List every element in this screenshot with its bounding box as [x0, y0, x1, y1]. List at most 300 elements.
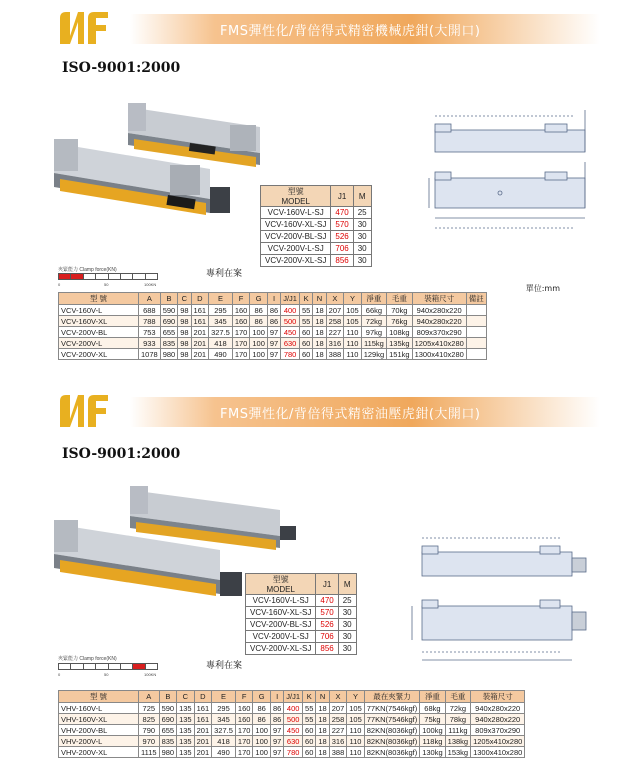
table-cell: [466, 338, 486, 349]
col-header: E: [209, 293, 233, 305]
table-cell: 418: [212, 736, 236, 747]
j1-cell: 470: [331, 207, 353, 219]
table-cell: 780: [284, 747, 303, 758]
m-cell: 30: [353, 231, 371, 243]
model-cell: VCV-160V-XL-SJ: [246, 607, 316, 619]
table-cell: 688: [139, 305, 161, 316]
table-cell: 111kg: [445, 725, 470, 736]
technical-drawing: [400, 530, 600, 680]
table-cell: 55: [303, 714, 316, 725]
table-cell: 72kg: [445, 703, 470, 714]
table-cell: VCV-200V-BL: [59, 327, 139, 338]
j1-cell: 526: [331, 231, 353, 243]
model-cell: VCV-160V-XL-SJ: [261, 219, 331, 231]
table-cell: 55: [299, 316, 312, 327]
m-cell: 30: [338, 607, 356, 619]
table-cell: 940x280x220: [471, 703, 525, 714]
scale-tick: 50: [104, 672, 109, 677]
table-cell: 418: [209, 338, 233, 349]
table-cell: 72kg: [361, 316, 386, 327]
meter-segment: [59, 664, 71, 669]
table-cell: 825: [139, 714, 160, 725]
patent-notice: 專利在案: [206, 661, 243, 671]
table-cell: VHV-200V-XL: [59, 747, 139, 758]
table-cell: 207: [329, 703, 347, 714]
model-cell: VCV-160V-L-SJ: [261, 207, 331, 219]
table-cell: 97: [267, 349, 280, 360]
model-cell: VCV-200V-L-SJ: [261, 243, 331, 255]
table-row: [59, 305, 487, 316]
table-cell: 110: [344, 327, 362, 338]
table-cell: 98: [178, 349, 191, 360]
meter-segment: [133, 274, 145, 279]
spec-table: [58, 690, 525, 758]
table-cell: 100kg: [420, 725, 445, 736]
j1-cell: 526: [316, 619, 338, 631]
table-cell: 590: [160, 305, 178, 316]
table-cell: [466, 349, 486, 360]
spec-table: [58, 292, 487, 360]
table-cell: 82KN(8036kgf): [364, 725, 419, 736]
table-cell: VHV-200V-L: [59, 736, 139, 747]
table-cell: 100: [253, 747, 271, 758]
model-header-cn: 型號: [272, 575, 289, 584]
table-cell: 60: [303, 725, 316, 736]
meter-segment: [133, 664, 145, 669]
col-header: X: [329, 691, 347, 703]
section-banner: [130, 397, 600, 427]
col-header: 毛重: [445, 691, 470, 703]
table-cell: 316: [326, 338, 344, 349]
table-row: [59, 747, 525, 758]
table-row: [59, 316, 487, 327]
spec-table-body: [59, 305, 487, 360]
meter-segment: [71, 664, 83, 669]
table-cell: 160: [235, 703, 253, 714]
model-cell: VCV-200V-BL-SJ: [246, 619, 316, 631]
table-cell: 60: [299, 327, 312, 338]
col-header: F: [232, 293, 250, 305]
col-header: A: [139, 293, 161, 305]
col-header: D: [194, 691, 212, 703]
m-cell: 30: [353, 243, 371, 255]
banner-title: FMS彈性化/背倍得式精密機械虎鉗(大開口): [220, 24, 481, 39]
table-cell: 1300x410x280: [471, 747, 525, 758]
table-cell: 110: [344, 349, 362, 360]
table-cell: 400: [281, 305, 300, 316]
scale-tick: 0: [58, 282, 61, 287]
table-row: [59, 714, 525, 725]
table-cell: 98: [178, 316, 191, 327]
table-cell: 980: [160, 349, 178, 360]
j1-header: J1: [316, 574, 338, 595]
table-cell: 86: [250, 305, 268, 316]
table-cell: 940x280x220: [471, 714, 525, 725]
table-cell: 97: [270, 725, 283, 736]
model-cell: VCV-200V-BL-SJ: [261, 231, 331, 243]
m-cell: 25: [338, 595, 356, 607]
j1-cell: 570: [316, 607, 338, 619]
table-cell: 135: [177, 725, 195, 736]
table-cell: 809x370x290: [412, 327, 466, 338]
m-cell: 25: [353, 207, 371, 219]
j1-cell: 470: [316, 595, 338, 607]
table-row: [261, 219, 372, 231]
table-cell: 753: [139, 327, 161, 338]
table-cell: 97: [267, 338, 280, 349]
table-cell: 207: [326, 305, 344, 316]
table-cell: 655: [160, 327, 178, 338]
table-cell: 75kg: [420, 714, 445, 725]
col-header: N: [313, 293, 326, 305]
vise-product-photo: [50, 95, 270, 235]
m-header: M: [338, 574, 356, 595]
table-cell: 105: [347, 714, 365, 725]
table-cell: 110: [347, 736, 365, 747]
col-header: 備註: [466, 293, 486, 305]
table-cell: 327.5: [209, 327, 233, 338]
table-cell: 258: [326, 316, 344, 327]
table-cell: [466, 327, 486, 338]
table-cell: 400: [284, 703, 303, 714]
table-cell: 18: [313, 316, 326, 327]
table-cell: 55: [303, 703, 316, 714]
col-header: I: [267, 293, 280, 305]
table-cell: 201: [191, 349, 209, 360]
table-cell: 60: [303, 736, 316, 747]
table-cell: 940x280x220: [412, 316, 466, 327]
col-header: 裝箱尺寸: [412, 293, 466, 305]
table-cell: 76kg: [387, 316, 412, 327]
table-cell: 345: [209, 316, 233, 327]
table-cell: 82KN(8036kgf): [364, 747, 419, 758]
patent-notice: 專利在案: [206, 269, 243, 279]
meter-segment: [109, 274, 121, 279]
table-cell: 327.5: [212, 725, 236, 736]
table-cell: 60: [303, 747, 316, 758]
m-cell: 30: [338, 619, 356, 631]
meter-segment: [109, 664, 121, 669]
col-header: D: [191, 293, 209, 305]
table-cell: 86: [267, 305, 280, 316]
table-cell: VHV-160V-L: [59, 703, 139, 714]
table-cell: 100: [250, 327, 268, 338]
table-cell: 630: [281, 338, 300, 349]
table-row: [59, 736, 525, 747]
table-cell: 780: [281, 349, 300, 360]
table-cell: 970: [139, 736, 160, 747]
table-cell: VCV-200V-XL: [59, 349, 139, 360]
table-cell: 86: [253, 703, 271, 714]
table-cell: 18: [313, 338, 326, 349]
col-header: C: [178, 293, 191, 305]
table-row: [59, 349, 487, 360]
j1-cell: 570: [331, 219, 353, 231]
table-row: [246, 595, 357, 607]
col-header: 型 號: [59, 691, 139, 703]
table-cell: 690: [160, 316, 178, 327]
table-cell: 100: [253, 736, 271, 747]
table-cell: 60: [299, 338, 312, 349]
table-cell: VCV-200V-L: [59, 338, 139, 349]
col-header: C: [177, 691, 195, 703]
table-cell: 100: [250, 338, 268, 349]
col-header: A: [139, 691, 160, 703]
meter-segment: [59, 274, 71, 279]
table-cell: 135kg: [387, 338, 412, 349]
clamp-force-label: 夾緊能力 Clamp force(KN): [58, 267, 117, 273]
table-cell: VHV-160V-XL: [59, 714, 139, 725]
j1-cell: 706: [316, 631, 338, 643]
table-cell: VCV-160V-XL: [59, 316, 139, 327]
iso-certification: ISO-9001:2000: [62, 446, 181, 462]
col-header: K: [303, 691, 316, 703]
table-cell: 100: [250, 349, 268, 360]
table-row: [59, 338, 487, 349]
section-banner: [130, 14, 600, 44]
table-cell: 227: [326, 327, 344, 338]
model-j1-table: [260, 185, 372, 267]
model-cell: VCV-200V-XL-SJ: [246, 643, 316, 655]
col-header: J/J1: [281, 293, 300, 305]
clamp-force-scale: [58, 672, 158, 677]
table-cell: 98: [178, 305, 191, 316]
table-cell: 170: [235, 736, 253, 747]
col-header: 型 號: [59, 293, 139, 305]
table-cell: 78kg: [445, 714, 470, 725]
table-cell: 170: [232, 327, 250, 338]
table-cell: 500: [284, 714, 303, 725]
clamp-force-meter: [58, 273, 158, 280]
table-row: [261, 255, 372, 267]
table-row: [246, 643, 357, 655]
table-cell: 60: [299, 349, 312, 360]
table-cell: 86: [267, 316, 280, 327]
model-header-en: MODEL: [281, 197, 310, 206]
scale-tick: 100KN: [144, 672, 157, 677]
table-cell: 68kg: [420, 703, 445, 714]
col-header: Y: [344, 293, 362, 305]
table-cell: 201: [191, 338, 209, 349]
table-cell: 170: [235, 747, 253, 758]
table-cell: 98: [178, 327, 191, 338]
table-cell: 490: [212, 747, 236, 758]
m-cell: 30: [353, 219, 371, 231]
table-row: [59, 327, 487, 338]
table-cell: VCV-160V-L: [59, 305, 139, 316]
col-header: K: [299, 293, 312, 305]
table-cell: 108kg: [387, 327, 412, 338]
table-cell: 18: [313, 327, 326, 338]
col-header: Y: [347, 691, 365, 703]
meter-segment: [84, 664, 96, 669]
table-cell: 86: [250, 316, 268, 327]
table-cell: 725: [139, 703, 160, 714]
table-cell: 97: [270, 747, 283, 758]
m-cell: 30: [338, 643, 356, 655]
table-cell: 135: [177, 714, 195, 725]
col-header: I: [270, 691, 283, 703]
table-cell: 227: [329, 725, 347, 736]
meter-segment: [96, 274, 108, 279]
table-cell: 151kg: [387, 349, 412, 360]
meter-segment: [96, 664, 108, 669]
col-header: 最在夾緊力: [364, 691, 419, 703]
table-row: [246, 619, 357, 631]
table-cell: 490: [209, 349, 233, 360]
table-row: [261, 231, 372, 243]
table-cell: 98: [178, 338, 191, 349]
table-cell: 138kg: [445, 736, 470, 747]
model-cell: VCV-200V-L-SJ: [246, 631, 316, 643]
j1-cell: 856: [331, 255, 353, 267]
company-logo: [58, 393, 110, 429]
table-cell: 135: [177, 747, 195, 758]
meter-segment: [121, 664, 133, 669]
model-cell: VCV-200V-XL-SJ: [261, 255, 331, 267]
table-cell: 18: [316, 747, 329, 758]
technical-drawing: [425, 100, 595, 240]
meter-segment: [84, 274, 96, 279]
clamp-force-label: 夾緊能力 Clamp force(KN): [58, 656, 117, 662]
col-header: 毛重: [387, 293, 412, 305]
meter-segment: [71, 274, 83, 279]
table-cell: 129kg: [361, 349, 386, 360]
table-cell: 1078: [139, 349, 161, 360]
j1-cell: 706: [331, 243, 353, 255]
col-header: G: [250, 293, 268, 305]
table-cell: 105: [344, 305, 362, 316]
unit-label: 單位:mm: [525, 284, 560, 293]
table-cell: 110: [347, 725, 365, 736]
col-header: F: [235, 691, 253, 703]
table-cell: 161: [194, 714, 212, 725]
meter-segment: [146, 274, 157, 279]
col-header: G: [253, 691, 271, 703]
col-header: 淨重: [361, 293, 386, 305]
j1-header: J1: [331, 186, 353, 207]
banner-title: FMS彈性化/背倍得式精密油壓虎鉗(大開口): [220, 407, 481, 422]
table-cell: 201: [194, 725, 212, 736]
scale-tick: 50: [104, 282, 109, 287]
table-cell: 160: [232, 305, 250, 316]
table-cell: 135: [177, 703, 195, 714]
table-cell: 77KN(7546kgf): [364, 703, 419, 714]
table-cell: 18: [316, 703, 329, 714]
table-cell: 201: [194, 747, 212, 758]
table-row: [59, 703, 525, 714]
col-header: 裝箱尺寸: [471, 691, 525, 703]
clamp-force-meter: [58, 663, 158, 670]
company-logo: [58, 10, 110, 46]
table-cell: 161: [191, 316, 209, 327]
table-row: [261, 207, 372, 219]
table-cell: 980: [159, 747, 177, 758]
table-cell: 835: [160, 338, 178, 349]
table-cell: 135: [177, 736, 195, 747]
j1-cell: 856: [316, 643, 338, 655]
table-cell: 345: [212, 714, 236, 725]
table-cell: 161: [194, 703, 212, 714]
col-header: J/J1: [284, 691, 303, 703]
table-cell: 97: [270, 736, 283, 747]
m-cell: 30: [338, 631, 356, 643]
table-cell: 86: [253, 714, 271, 725]
scale-tick: 0: [58, 672, 61, 677]
table-cell: 105: [347, 703, 365, 714]
col-header: B: [160, 293, 178, 305]
model-header: [261, 186, 331, 207]
table-cell: 170: [232, 349, 250, 360]
table-cell: 1115: [139, 747, 160, 758]
table-cell: 105: [344, 316, 362, 327]
col-header: E: [212, 691, 236, 703]
table-cell: 940x280x220: [412, 305, 466, 316]
table-cell: 66kg: [361, 305, 386, 316]
table-cell: 18: [316, 725, 329, 736]
m-header: M: [353, 186, 371, 207]
table-cell: 450: [281, 327, 300, 338]
table-cell: VHV-200V-BL: [59, 725, 139, 736]
table-cell: 100: [253, 725, 271, 736]
table-cell: 77KN(7546kgf): [364, 714, 419, 725]
table-row: [261, 243, 372, 255]
spec-header-row: [59, 293, 487, 305]
table-row: [246, 631, 357, 643]
table-cell: [466, 316, 486, 327]
table-cell: 86: [270, 714, 283, 725]
table-cell: 788: [139, 316, 161, 327]
col-header: B: [159, 691, 177, 703]
table-cell: 201: [191, 327, 209, 338]
model-j1-table: [245, 573, 357, 655]
table-cell: 161: [191, 305, 209, 316]
meter-segment: [146, 664, 157, 669]
table-cell: 809x370x290: [471, 725, 525, 736]
table-cell: 295: [209, 305, 233, 316]
table-cell: 118kg: [420, 736, 445, 747]
table-cell: 201: [194, 736, 212, 747]
table-cell: 450: [284, 725, 303, 736]
table-cell: 295: [212, 703, 236, 714]
table-cell: 97: [267, 327, 280, 338]
table-row: [246, 607, 357, 619]
table-cell: 110: [347, 747, 365, 758]
table-cell: 790: [139, 725, 160, 736]
table-cell: 1300x410x280: [412, 349, 466, 360]
table-cell: 388: [329, 747, 347, 758]
table-cell: 18: [316, 714, 329, 725]
model-header-en: MODEL: [266, 585, 295, 594]
table-cell: 55: [299, 305, 312, 316]
table-cell: 1205x410x280: [471, 736, 525, 747]
model-header-cn: 型號: [287, 187, 304, 196]
meter-segment: [121, 274, 133, 279]
m-cell: 30: [353, 255, 371, 267]
table-cell: 160: [232, 316, 250, 327]
table-cell: 18: [313, 349, 326, 360]
table-cell: 630: [284, 736, 303, 747]
col-header: X: [326, 293, 344, 305]
table-cell: 18: [313, 305, 326, 316]
table-cell: 82KN(8036kgf): [364, 736, 419, 747]
iso-certification: ISO-9001:2000: [62, 60, 181, 76]
table-cell: 500: [281, 316, 300, 327]
table-cell: 835: [159, 736, 177, 747]
table-cell: 690: [159, 714, 177, 725]
table-cell: 160: [235, 714, 253, 725]
table-cell: 70kg: [387, 305, 412, 316]
